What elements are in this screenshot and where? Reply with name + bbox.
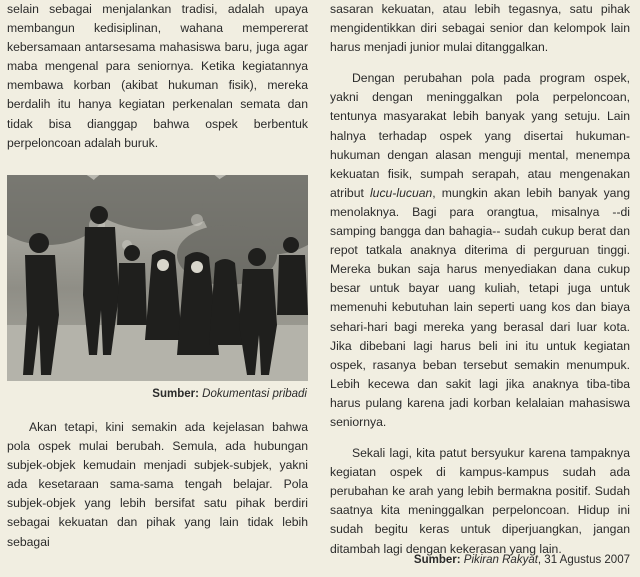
paragraph: Sekali lagi, kita patut bersyukur karena tampaknya kegiatan ospek di kampus-kampus sudah ada perubahan ke arah yang lebih bermakna positif. Sudah saatnya kita meninggalkan perpeloncoan. Hidup ini sudah begitu keras untuk diperjuangkan, jangan ditambah lagi dengan kekerasan yang lain. — [330, 446, 630, 556]
paragraph: Akan tetapi, kini semakin ada kejelasan bahwa pola ospek mulai berubah. Semula, ada hubungan subjek-objek kemudain menjadi subjek-subjek, yakni ada kesetaraan sama-sama tengah belajar. Pola subjek-objek yang lebih bersifat satu pihak berdiri sebagai kekuatan dan pihak yang lain tidak lebih sebagai — [7, 420, 308, 549]
left-column-bottom — [7, 418, 308, 552]
paragraph: sasaran kekuatan, atau lebih tegasnya, satu pihak mengidentikkan diri sebagai senior dan kelompok lain harus menjadi junior mulai ditanggalkan. — [330, 2, 630, 55]
left-column-top — [7, 0, 308, 153]
paragraph: Dengan perubahan pola pada program ospek, yakni dengan meninggalkan pola perpeloncoan, tentunya masyarakat lebih banyak yang setuju. Lain halnya terhadap ospek yang disertai hukuman-hukuman dengan alasan menguji mental, menempa kekuatan fisik, sumpah serapah, atau mengenakan atribut lucu-lucuan, mungkin akan lebih banyak yang menolaknya. Bagi para orangtua, misalnya --di samping bangga dan bahagia-- sudah cukup berat dan repot tatkala anaknya diterima di perguruan tinggi. Mereka bukan saja harus menyediakan dana cukup besar untuk bayar uang kuliah, tetapi juga untuk memenuhi kebutuhan lain seperti uang kos dan biaya sehari-hari bagi mereka yang berasal dari luar kota. Jika dibebani lagi harus beli ini itu untuk kegiatan ospek, rasanya beban tersebut semakin menumpuk. Lebih kecewa dan sakit lagi jika anaknya tiba-tiba harus pulang karena jadi korban kelalaian mahasiswa seniornya. — [330, 71, 630, 429]
students-photo — [7, 175, 308, 381]
photo-caption: Sumber: Dokumentasi pribadi — [152, 388, 307, 400]
paragraph: selain sebagai menjalankan tradisi, adalah upaya membangun kedisiplinan, wahana mempererat kebersamaan antarsesama mahasiswa baru, juga agar maba mengenal para seniornya. Ketika kegiatannya membawa korban (akibat hukuman fisik), mereka berdalih itu hanya kegiatan perkenalan semata dan tidak bisa dianggap bahwa ospek berbentuk perpeloncoan adalah buruk. — [7, 2, 308, 150]
source-footer: Sumber: Pikiran Rakyat, 31 Agustus 2007 — [413, 554, 630, 566]
right-column — [330, 0, 630, 559]
article-photo — [7, 175, 308, 381]
